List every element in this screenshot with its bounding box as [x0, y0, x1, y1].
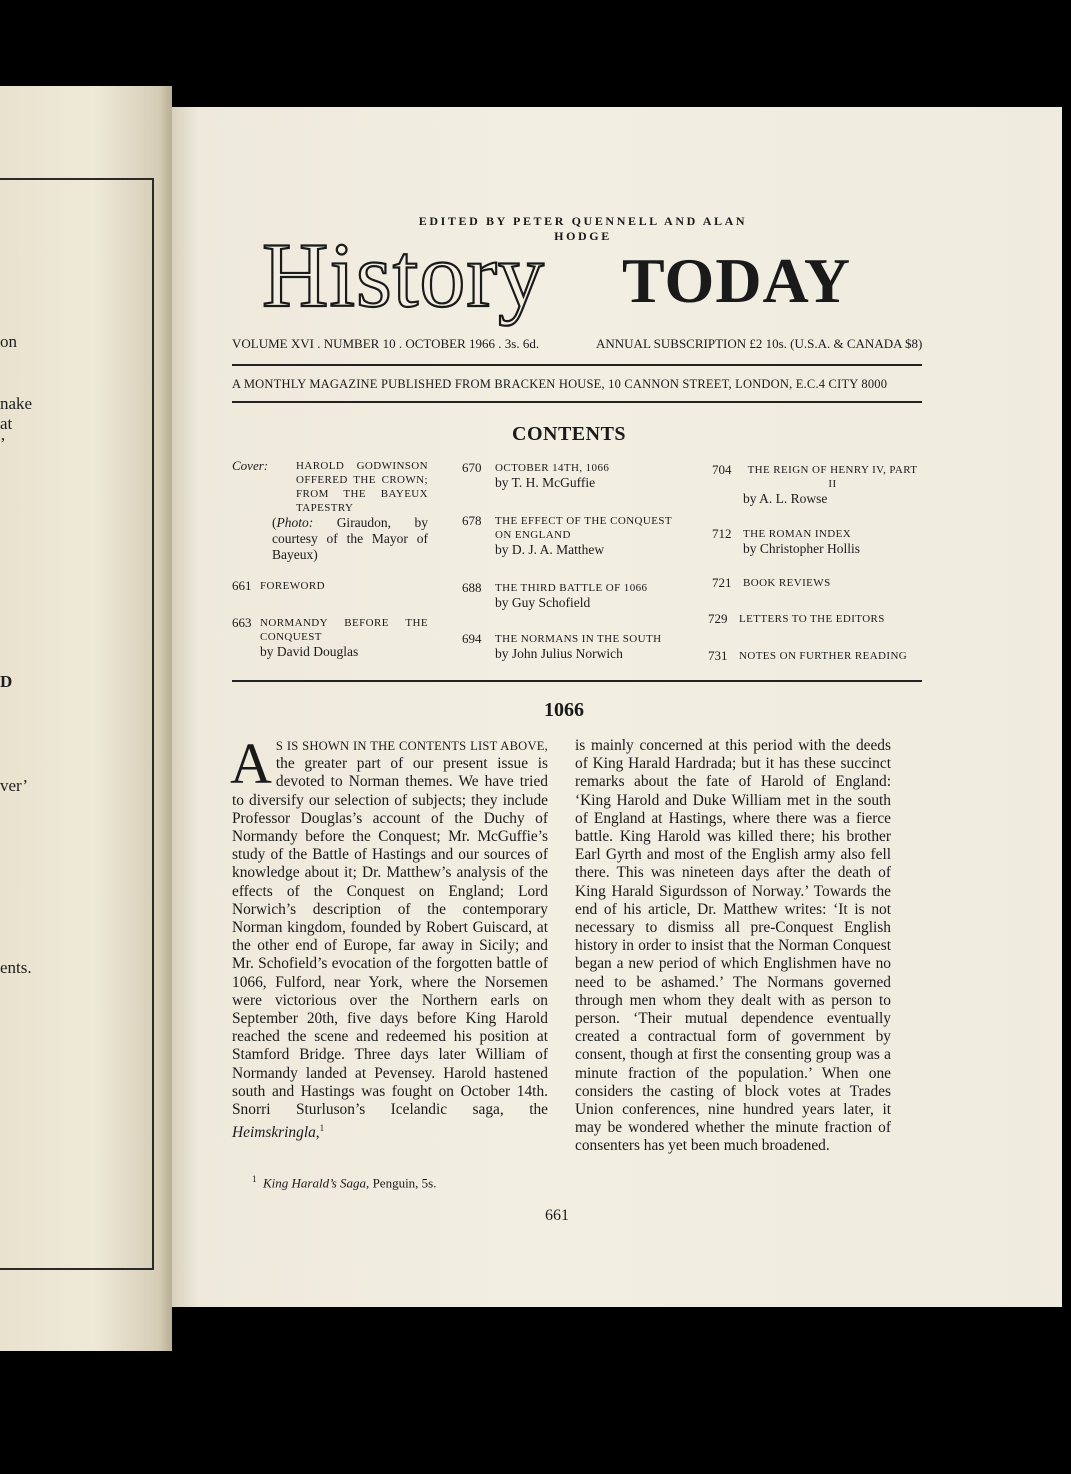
- footnote-title: King Harald’s Saga,: [263, 1175, 370, 1191]
- entry-author: by Christopher Hollis: [743, 541, 860, 556]
- previous-page-fragment: D: [0, 672, 13, 691]
- previous-page-fragment: on: [0, 332, 17, 351]
- entry-author: by John Julius Norwich: [495, 646, 623, 661]
- entry-page: 704: [712, 462, 732, 477]
- entry-author: by D. J. A. Matthew: [495, 542, 605, 557]
- article-column-right: [575, 737, 891, 1156]
- entry-page: 712: [712, 526, 732, 541]
- previous-page-fragment: ver’: [0, 776, 28, 795]
- page-number: 661: [545, 1207, 569, 1224]
- drop-cap: A: [230, 731, 272, 796]
- entry-page: 721: [712, 575, 732, 590]
- masthead-title-today: TODAY: [622, 245, 852, 316]
- photo-label: Photo:: [276, 515, 314, 530]
- cover-photo-credit: (Photo: Giraudon, by courtesy of the Mayor of Bayeux): [272, 515, 428, 562]
- entry-title: FOREWORD: [260, 580, 325, 592]
- entry-title: THE THIRD BATTLE OF 1066: [495, 582, 648, 594]
- entry-page: 670: [462, 460, 482, 475]
- divider-rule: [232, 401, 922, 403]
- previous-page-fragment: nake: [0, 394, 33, 413]
- contents-entry: [232, 579, 428, 593]
- publisher-line: A MONTHLY MAGAZINE PUBLISHED FROM BRACKEN HOUSE, 10 CANNON STREET, LONDON, E.C.4 CITY 8000: [232, 377, 888, 391]
- footnote-text: Penguin, 5s.: [372, 1175, 437, 1191]
- contents-entry: [462, 461, 672, 491]
- entry-title: NORMANDY BEFORE THE CONQUEST: [260, 617, 428, 643]
- contents-entry: [712, 463, 922, 507]
- previous-page: [0, 86, 172, 1351]
- previous-page-box: [0, 178, 154, 1270]
- contents-heading: CONTENTS: [512, 423, 627, 445]
- previous-page-fragment: at: [0, 414, 13, 433]
- article-text: is mainly concerned at this period with the deeds of King Harald Hardrada; but it has these succinct remarks about the fate of Harold of England: ‘King Harold and Duke William met in the south of England at Hastings, where there was a fierce battle. King Harold was killed there; his brother Earl Gyrth and most of the English army also fell there. This was nineteen days after the death of King Harald Sigurdsson of Norway.’ Towards the end of his article, Dr. Matthew writes: ‘It is not necessary to dismiss all pre-Conquest English history in order to insist that the Norman Conquest began a new period of which Englishmen have no need to be ashamed.’ The Normans governed through men whom they dealt with as person to person. ‘Their mutual dependence eventually created a contractual form of government by consent, though at first the consenting group was a minute fraction of the population.’ When one considers the casting of block votes at Trades Union conferences, nine hundred years later, it may be wondered whether the minute fraction of consenters has yet been much broadened.: [575, 737, 891, 1155]
- entry-title: THE NORMANS IN THE SOUTH: [495, 633, 662, 645]
- entry-author: by T. H. McGuffie: [495, 475, 596, 490]
- issue-info: VOLUME XVI . NUMBER 10 . OCTOBER 1966 . 3s. 6d.: [232, 336, 540, 351]
- entry-title: THE EFFECT OF THE CONQUEST ON ENGLAND: [495, 515, 672, 541]
- entry-page: 663: [232, 615, 252, 630]
- editors-line: EDITED BY PETER QUENNELL AND ALAN HODGE: [418, 214, 748, 243]
- entry-author: by David Douglas: [260, 644, 359, 659]
- contents-entry: [712, 576, 922, 590]
- footnote-marker: 1: [319, 1123, 325, 1134]
- opening-caps: S IS SHOWN IN THE CONTENTS LIST ABOVE,: [275, 739, 548, 753]
- entry-title: NOTES ON FURTHER READING: [739, 650, 908, 662]
- subscription-info: ANNUAL SUBSCRIPTION £2 10s. (U.S.A. & CANADA $8): [596, 336, 923, 351]
- contents-entry: [462, 514, 672, 558]
- cover-title: HAROLD GODWINSON OFFERED THE CROWN; FROM THE BAYEUX TAPESTRY: [296, 460, 428, 514]
- contents-entry: [462, 632, 672, 662]
- cover-entry: [232, 459, 428, 563]
- divider-rule: [232, 364, 922, 366]
- article-italic: Heimskringla,: [232, 1124, 320, 1142]
- photo-credit: Giraudon, by courtesy of the Mayor of Bayeux): [272, 515, 428, 562]
- entry-title: BOOK REVIEWS: [743, 577, 831, 589]
- previous-page-fragment: ents.: [0, 958, 32, 977]
- contents-entry: [708, 612, 922, 626]
- previous-page-fragment: ’: [0, 434, 6, 453]
- footnote: [252, 1174, 436, 1191]
- entry-page: 688: [462, 580, 482, 595]
- masthead-title-history: History: [262, 224, 545, 326]
- entry-title: THE ROMAN INDEX: [743, 528, 852, 540]
- entry-page: 731: [708, 648, 728, 663]
- article-text: the greater part of our present issue is devoted to Norman themes. We have tried to diversify our selection of subjects; they include Professor Douglas’s account of the Duchy of Normandy before the Conquest; Mr. McGuffie’s study of the Battle of Hastings and our sources of knowledge about it; Dr. Matthew’s analysis of the effects of the Conquest on England; Lord Norwich’s description of the contemporary Norman kingdom, founded by Robert Guiscard, at the other end of Europe, far away in Sicily; and Mr. Schofield’s evocation of the forgotten battle of 1066, Fulford, near York, where the Norsemen were victorious over the Northern earls on September 20th, five days before King Harold reached the scene and redeemed his position at Stamford Bridge. Three days later William of Normandy landed at Pevensey. Harold hastened south and Hastings was fought on October 14th. Snorri Sturluson’s Icelandic saga, the: [232, 755, 548, 1119]
- entry-page: 694: [462, 631, 482, 646]
- entry-title: THE REIGN OF HENRY IV, PART II: [747, 464, 918, 490]
- entry-page: 678: [462, 513, 482, 528]
- article-heading: 1066: [544, 699, 584, 721]
- footnote-number: 1: [252, 1174, 257, 1184]
- entry-page: 729: [708, 611, 728, 626]
- contents-entry: [232, 616, 428, 660]
- cover-label: Cover:: [232, 458, 269, 473]
- divider-rule: [232, 680, 922, 682]
- entry-title: LETTERS TO THE EDITORS: [739, 613, 885, 625]
- contents-entry: [462, 581, 672, 611]
- contents-entry: [712, 527, 922, 557]
- article-column-left: [230, 731, 548, 1143]
- entry-author: by A. L. Rowse: [743, 491, 828, 506]
- entry-page: 661: [232, 578, 252, 593]
- entry-title: OCTOBER 14TH, 1066: [495, 462, 610, 474]
- contents-entry: [708, 649, 922, 663]
- entry-author: by Guy Schofield: [495, 595, 591, 610]
- magazine-page: [172, 107, 1062, 1307]
